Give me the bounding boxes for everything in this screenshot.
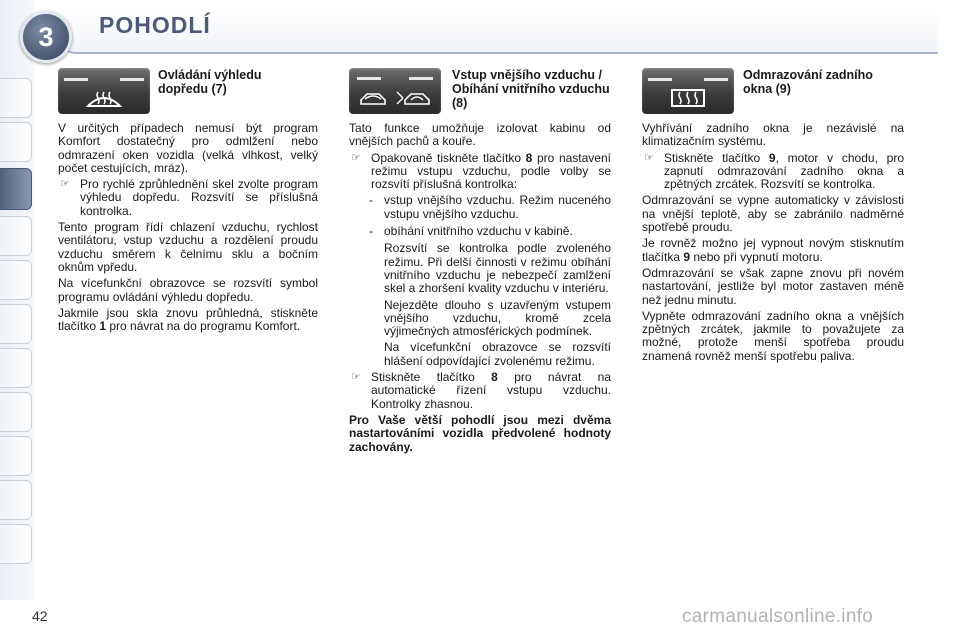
text: pro nastavení režimu vstupu vzduchu, podle volby se rozsvítí příslušná kontrolka: (371, 150, 611, 192)
paragraph (58, 307, 318, 334)
list-item (349, 194, 611, 221)
text: pro návrat na do programu Komfort. (106, 319, 301, 334)
hand-pointer-icon: ☞ (351, 151, 361, 164)
chapter-tab-6[interactable] (0, 304, 32, 344)
front-defrost-icon (58, 68, 150, 114)
bold-note: Pro Vaše větší pohodlí jsou mezi dvěma nastartováními vozidla předvolené hodnoty zachovány. (349, 412, 611, 454)
dash-marker: - (369, 193, 373, 208)
list-item (349, 225, 611, 238)
section-body-front-visibility (58, 122, 318, 336)
page-title: POHODLÍ (99, 12, 211, 38)
air-recirculation-icon (349, 68, 441, 114)
hand-pointer-icon: ☞ (351, 371, 361, 384)
paragraph: Odmrazování se však zapne znovu při novém nastartování, jestliže byl motor zastaven méně než jednu minutu. (642, 265, 904, 307)
paragraph: Na vícefunkční obrazovce se rozsvítí symbol programu ovládání výhledu dopředu. (58, 276, 318, 304)
paragraph: Tento program řídí chlazení vzduchu, rychlost ventilátoru, vstup vzduchu a rozdělení proudu vzduchu směrem k čelnímu sklu a bočním oknům vpředu. (58, 220, 318, 274)
watermark: carmanualsonline.info (682, 606, 874, 627)
paragraph: Odmrazování se vypne automaticky v závislosti na vnější teplotě, aby se zabránilo nadměrné spotřebě proudu. (642, 193, 904, 235)
text: Je rovněž možno jej vypnout novým stisknutím tlačítka (642, 236, 904, 264)
list-item (642, 152, 904, 192)
section-title-rear-defrost: Odmrazování zadního okna (9) (743, 68, 873, 96)
chapter-tab-11[interactable] (0, 524, 32, 564)
section-body-air-intake (349, 122, 611, 457)
list-item-text: obíhání vnitřního vzduchu v kabině. (384, 224, 573, 239)
chapter-tab-3-active[interactable] (0, 168, 32, 210)
hand-pointer-icon: ☞ (60, 178, 70, 191)
dash-marker: - (369, 224, 373, 239)
list-item-text: vstup vnějšího vzduchu. Režim nuceného vstupu vnějšího vzduchu. (384, 193, 611, 221)
button-number: 1 (99, 319, 107, 334)
paragraph: Nejezděte dlouho s uzavřeným vstupem vnějšího vzduchu, kromě zcela výjimečných atmosférických podmínek. (384, 297, 611, 339)
list-item (349, 371, 611, 411)
text: , motor v chodu, pro zapnutí odmrazování zadního okna a zpětných zrcátek. Rozsvítí se kontrolka. (664, 150, 905, 192)
button-number: 9 (683, 249, 691, 264)
text: pro návrat na automatické řízení vstupu vzduchu. Kontrolky zhasnou. (371, 370, 612, 411)
rear-defrost-icon (642, 68, 734, 114)
chapter-number-badge: 3 (20, 11, 72, 63)
chapter-tab-9[interactable] (0, 436, 32, 476)
paragraph: Vypněte odmrazování zadního okna a vnějších zpětných zrcátek, jakmile to považujete za možné, protože menší spotřeba proudu znamená rovněž menší spotřebu paliva. (642, 308, 904, 363)
chapter-tab-4[interactable] (0, 216, 32, 256)
list-item-text: Pro rychlé zprůhlednění skel zvolte program výhledu dopředu. Rozsvítí se příslušná kontrolka. (80, 177, 318, 218)
text: Jakmile jsou skla znovu průhledná, stiskněte tlačítko (58, 305, 318, 334)
chapter-tab-2[interactable] (0, 122, 32, 162)
hand-pointer-icon: ☞ (644, 151, 654, 164)
chapter-tab-1[interactable] (0, 78, 32, 118)
text: nebo při vypnutí motoru. (690, 249, 823, 264)
paragraph: V určitých případech nemusí být program Komfort dostatečný pro odmlžení nebo odmrazení oken vozidla (velká vlhkost, velký počet cestujících, mráz). (58, 121, 318, 175)
section-title-air-intake: Vstup vnějšího vzduchu / Obíhání vnitřního vzduchu (8) (452, 68, 610, 110)
paragraph: Na vícefunkční obrazovce se rozsvítí hlášení odpovídající zvolenému režimu. (384, 340, 611, 368)
paragraph: Rozsvítí se kontrolka podle zvoleného režimu. Při delší činnosti v režimu obíhání vnitřního vzduchu je nebezpečí zamlžení skel a zhoršení kvality vzduchu v interiéru. (384, 241, 611, 296)
paragraph: Vyhřívání zadního okna je nezávislé na klimatizačním systému. (642, 121, 904, 149)
button-number: 8 (525, 150, 533, 165)
text: Opakovaně tiskněte tlačítko (371, 150, 526, 165)
chapter-tab-strip (0, 0, 34, 600)
button-number: 8 (491, 370, 498, 385)
list-item (349, 152, 611, 192)
chapter-tab-10[interactable] (0, 480, 32, 520)
paragraph: Tato funkce umožňuje izolovat kabinu od vnějších pachů a kouře. (349, 121, 611, 149)
chapter-tab-5[interactable] (0, 260, 32, 300)
section-body-rear-defrost (642, 122, 904, 366)
text: Stiskněte tlačítko (664, 150, 769, 165)
chapter-tab-8[interactable] (0, 392, 32, 432)
button-number: 9 (768, 150, 776, 165)
section-title-front-visibility: Ovládání výhledu dopředu (7) (158, 68, 262, 96)
text: Stiskněte tlačítko (371, 370, 492, 385)
page-number: 42 (32, 608, 48, 624)
list-item (58, 178, 318, 218)
paragraph (642, 237, 904, 264)
chapter-tab-7[interactable] (0, 348, 32, 388)
